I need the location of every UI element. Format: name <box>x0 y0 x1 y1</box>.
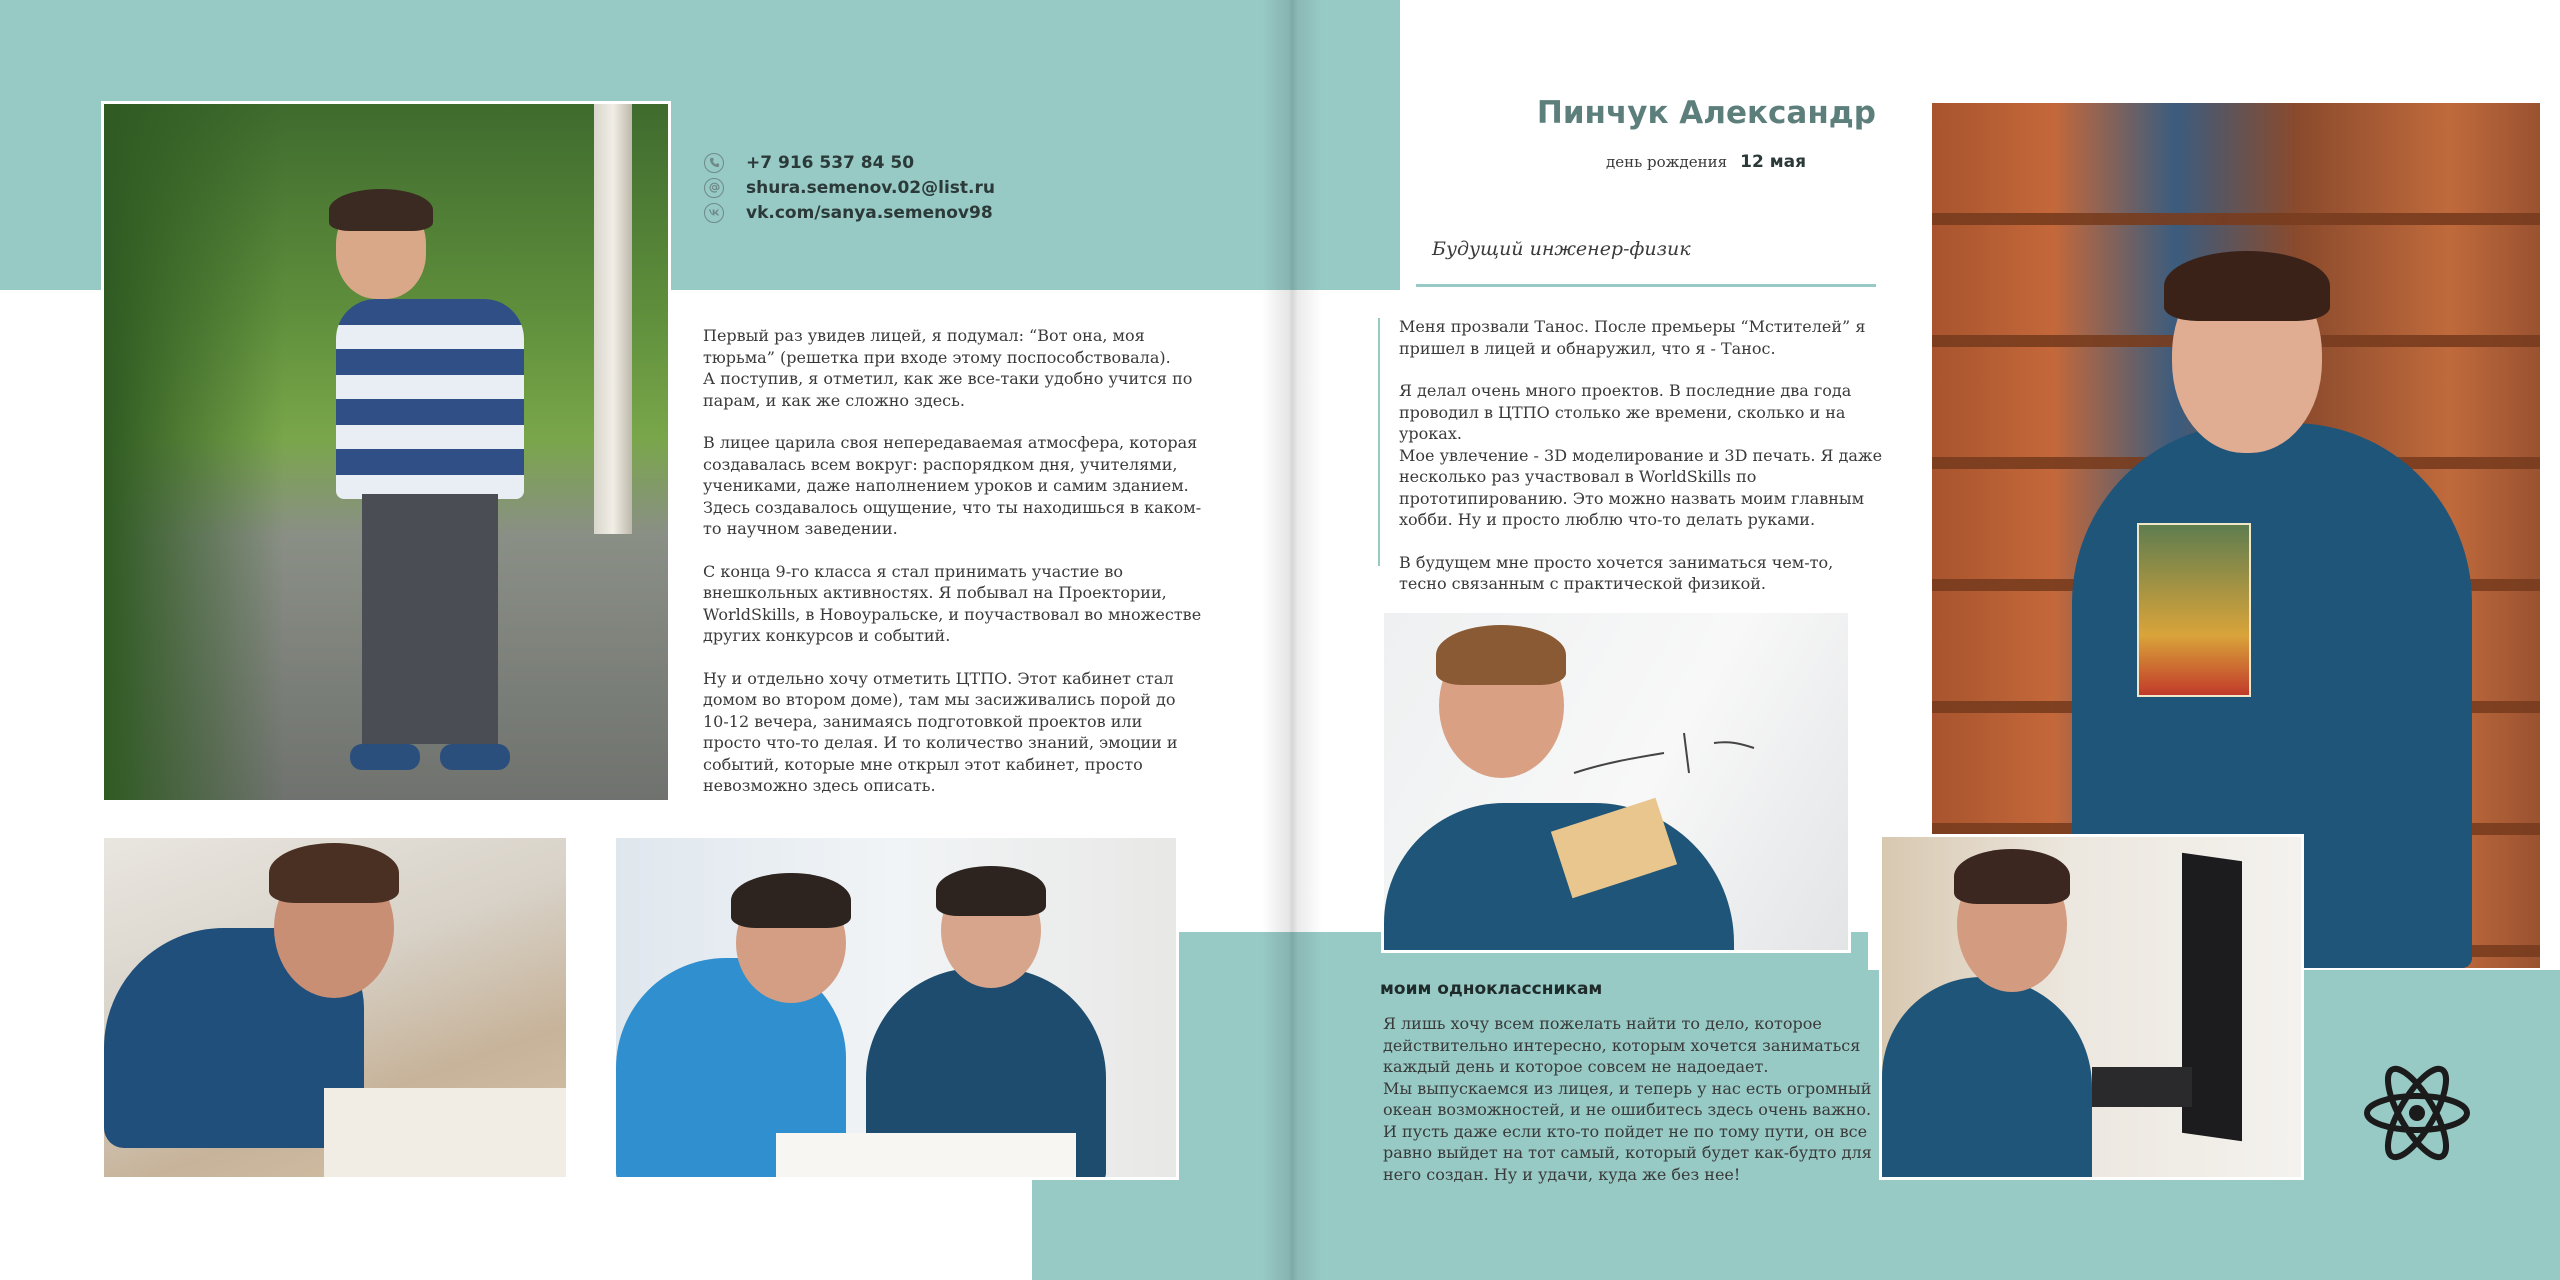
email-icon <box>704 178 724 198</box>
contact-email: shura.semenov.02@list.ru <box>746 177 995 198</box>
contact-vk: vk.com/sanya.semenov98 <box>746 202 993 223</box>
left-story-text <box>703 325 1203 818</box>
right-paragraph-3: В будущем мне просто хочется заниматься чем-то, тесно связанным с практической физикой. <box>1399 552 1834 593</box>
left-paragraph-3: С конца 9-го класса я стал принимать участие во внешкольных активностях. Я побывал на Проектории, WorldSkills, в Новоуральске, и поучаствовал во множестве других конкурсов и событий. <box>703 561 1202 645</box>
profile-name: Пинчук Александр <box>1536 95 1876 131</box>
contact-vk-row[interactable] <box>704 200 995 225</box>
left-paragraph-2: В лицее царила своя непередаваемая атмосфера, которая создавалась всем вокруг: распорядком дня, учителями, учениками, даже наполнением уроков и самим зданием. Здесь создавалось ощущение, что ты находишься в каком-то научном заведении. <box>703 433 1202 538</box>
classroom-writing-photo <box>101 835 569 1180</box>
computer-lab-photo <box>1879 834 2304 1180</box>
contact-phone: +7 916 537 84 50 <box>746 152 915 173</box>
contacts-block <box>704 150 995 225</box>
tagline-underline <box>1416 284 1876 287</box>
right-story-text <box>1399 316 1884 616</box>
birthday-value: 12 мая <box>1740 152 1806 172</box>
tagline: Будущий инженер-физик <box>1432 238 1691 260</box>
birthday-line <box>1606 152 1806 172</box>
contact-email-row[interactable] <box>704 175 995 200</box>
left-paragraph-4: Ну и отдельно хочу отметить ЦТПО. Этот кабинет стал домом во втором доме), там мы засиживались порой до 10-12 вечера, занимаясь подготовкой проектов или просто что-то делая. И то количество знаний, эмоции и событий, которые мне открыл этот кабинет, просто невозможно здесь описать. <box>703 668 1178 795</box>
right-paragraph-1: Меня прозвали Танос. После премьеры “Мстителей” я пришел в лицей и обнаружил, что я - Танос. <box>1399 317 1866 358</box>
vk-icon <box>704 203 724 223</box>
left-paragraph-1: Первый раз увидев лицей, я подумал: “Вот она, моя тюрьма” (решетка при входе этому поспособствовала). А поступив, я отметил, как же все-таки удобно учится по парам, и как же сложно здесь. <box>703 326 1193 410</box>
right-paragraph-2: Я делал очень много проектов. В последние два года проводил в ЦТПО столько же времени, сколько и на уроках. Мое увлечение - 3D моделирование и 3D печать. Я даже несколько раз участвовал в WorldSkills по прототипированию. Это можно назвать моим главным хобби. Ну и просто люблю что-то делать руками. <box>1399 381 1883 529</box>
right-text-rule <box>1378 318 1380 566</box>
classmates-text: Я лишь хочу всем пожелать найти то дело, которое действительно интересно, которым хочется заниматься каждый день и которое совсем не надоедает. Мы выпускаемся из лицея, и теперь у нас есть огромный океан возможностей, и не ошибитесь здесь очень важно. И пусть даже если кто-то пойдет не по тому пути, он все равно выйдет на тот самый, который будет как-будто для него создан. Ну и удачи, куда же без нее! <box>1383 1014 1872 1184</box>
classmates-studying-photo <box>613 835 1179 1180</box>
atom-icon <box>2362 1058 2472 1168</box>
whiteboard-photo <box>1381 610 1851 953</box>
phone-icon <box>704 153 724 173</box>
contact-phone-row[interactable] <box>704 150 995 175</box>
birthday-label: день рождения <box>1605 153 1728 171</box>
portrait-photo-park <box>101 101 671 803</box>
classmates-heading: моим одноклассникам <box>1380 979 1603 999</box>
teal-band-top-right <box>1300 0 1400 290</box>
